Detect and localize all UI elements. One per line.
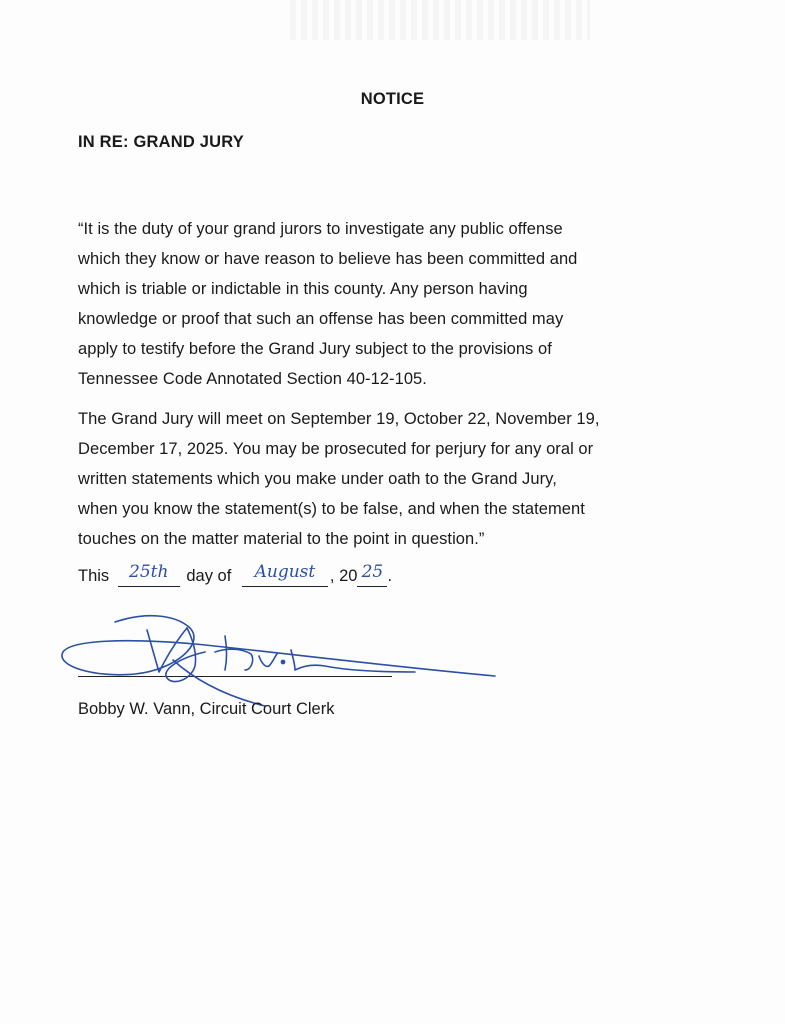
notice-title: NOTICE xyxy=(360,90,425,108)
date-prefix: This xyxy=(78,567,110,585)
scan-bleed-through xyxy=(290,0,590,40)
notice-subject: IN RE: GRAND JURY xyxy=(78,133,244,151)
month-blank xyxy=(242,562,328,587)
paragraph-line: December 17, 2025. You may be prosecuted for perjury for any oral or xyxy=(78,440,594,458)
date-line xyxy=(78,562,393,594)
paragraph-line: which is triable or indictable in this county. Any person having xyxy=(78,280,528,298)
duty-paragraph xyxy=(78,214,718,394)
day-of-label: day of xyxy=(186,567,232,585)
handwritten-year: 25 xyxy=(361,562,384,582)
year-prefix: , 20 xyxy=(329,567,358,585)
year-blank xyxy=(357,562,387,587)
paragraph-line: apply to testify before the Grand Jury subject to the provisions of xyxy=(78,340,552,358)
handwritten-day: 25th xyxy=(129,562,169,582)
signer-name: Bobby W. Vann, Circuit Court Clerk xyxy=(78,700,335,718)
paragraph-line: “It is the duty of your grand jurors to investigate any public offense xyxy=(78,220,563,238)
day-blank xyxy=(118,562,180,587)
date-suffix: . xyxy=(387,567,393,585)
paragraph-line: when you know the statement(s) to be false, and when the statement xyxy=(78,500,585,518)
paragraph-line: touches on the matter material to the point in question.” xyxy=(78,530,485,548)
meeting-paragraph xyxy=(78,404,718,554)
handwritten-signature xyxy=(55,600,515,710)
paragraph-line: knowledge or proof that such an offense has been committed may xyxy=(78,310,564,328)
paragraph-line: The Grand Jury will meet on September 19, October 22, November 19, xyxy=(78,410,600,428)
handwritten-month: August xyxy=(254,562,316,582)
paragraph-line: Tennessee Code Annotated Section 40-12-105. xyxy=(78,370,427,388)
paragraph-line: written statements which you make under oath to the Grand Jury, xyxy=(78,470,557,488)
paragraph-line: which they know or have reason to believe has been committed and xyxy=(78,250,578,268)
